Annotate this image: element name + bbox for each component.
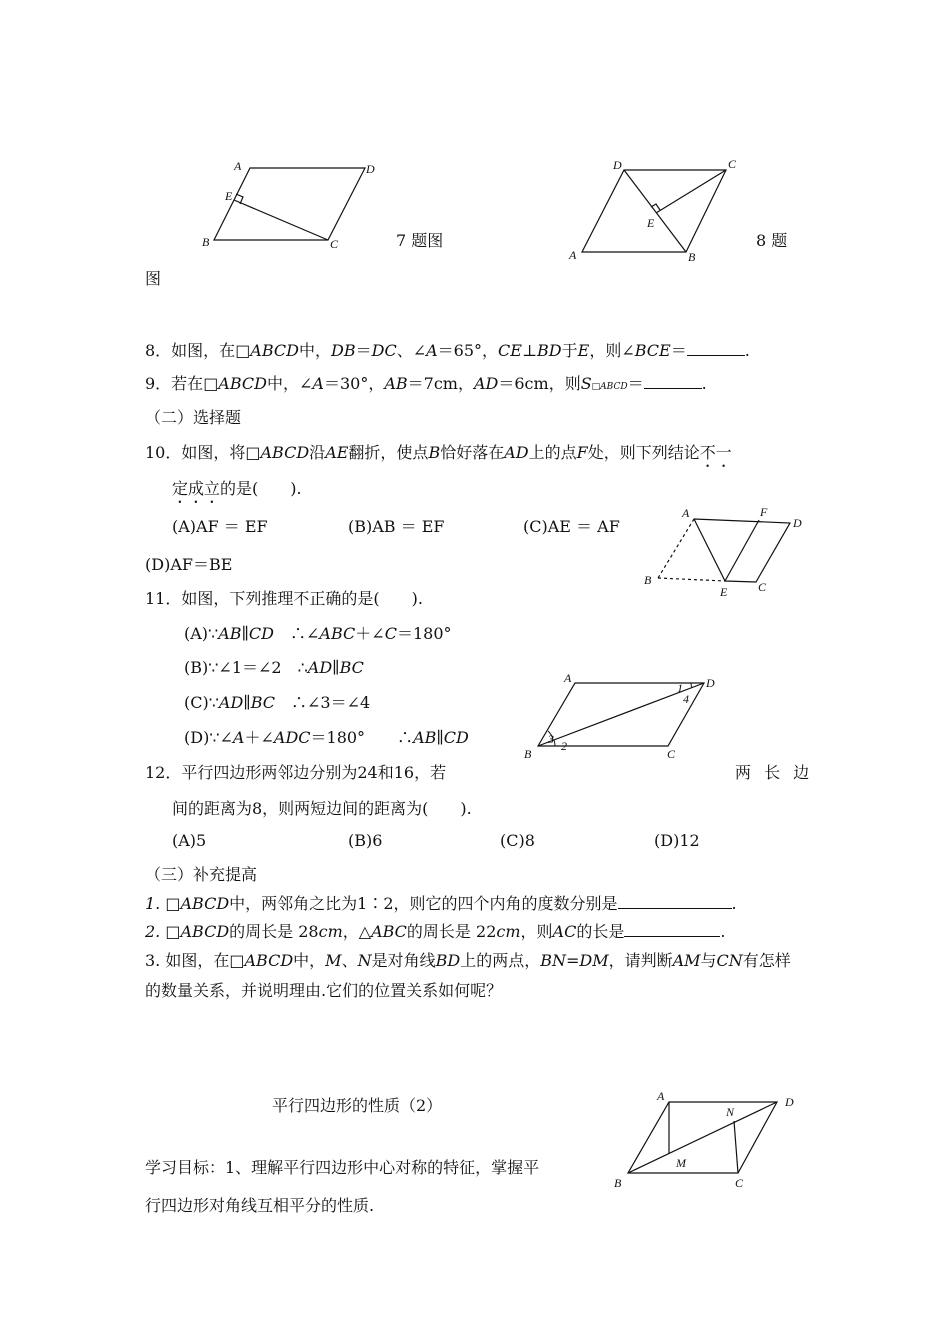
fig10-label: B	[644, 573, 652, 587]
figmn-label: B	[614, 1176, 622, 1190]
fig11-label: C	[667, 747, 676, 761]
figmn-label: D	[785, 1095, 794, 1109]
q11-option-d[interactable]: (D)∵∠A＋∠ADC＝180° ∴AB∥CD	[184, 728, 469, 747]
fig7-label: B	[202, 235, 210, 249]
q10-option-b[interactable]: (B)AB ＝ EF	[348, 517, 445, 536]
fig10-label: E	[720, 585, 728, 599]
fig7-label: C	[330, 237, 339, 251]
fig7-label: D	[366, 162, 375, 176]
supplement-1: 1. □ABCD中，两邻角之比为1∶2，则它的四个内角的度数分别是 .	[145, 894, 737, 913]
figmn-diagonal-bd	[628, 1102, 777, 1173]
section-2-title: （二）选择题	[145, 408, 242, 427]
fig8-label: A	[569, 248, 577, 262]
fig10-label: D	[793, 516, 802, 530]
fig11-label: 2	[561, 739, 567, 753]
answer-blank[interactable]	[644, 374, 702, 389]
learning-goal-line1: 学习目标：1、理解平行四边形中心对称的特征，掌握平	[145, 1158, 540, 1177]
fig10-segment-fe	[725, 520, 759, 581]
section-3-title: （三）补充提高	[145, 865, 258, 884]
answer-blank[interactable]	[687, 341, 745, 356]
q11-option-b[interactable]: (B)∵∠1＝∠2 ∴AD∥BC	[184, 658, 364, 677]
fig10-label: A	[682, 506, 690, 520]
fig10-dashed-be	[658, 578, 725, 581]
question-12-line1: 12．平行四边形两邻边分别为24和16，若	[145, 763, 447, 782]
figure-7	[200, 160, 380, 255]
fig7-parallelogram	[214, 168, 365, 240]
answer-blank[interactable]	[624, 922, 720, 937]
fig11-label: D	[706, 676, 715, 690]
question-8: 8．如图，在□ABCD中，DB＝DC、∠A＝65°，CE⊥BD于E，则∠BCE＝ .	[145, 341, 750, 360]
supplement-3-line1: 3. 如图，在□ABCD中，M、N是对角线BD上的两点，BN=DM，请判断AM与CN有怎样	[145, 951, 791, 970]
caption-wrap: 图	[145, 269, 162, 288]
q12-option-c[interactable]: (C)8	[500, 831, 535, 850]
figure-8	[565, 155, 750, 270]
figure-mn	[610, 1085, 810, 1190]
figmn-label: C	[735, 1176, 744, 1190]
figure-11	[515, 670, 725, 765]
figmn-label: A	[657, 1089, 665, 1103]
fig11-label: 1	[677, 681, 683, 695]
question-11-stem: 11．如图，下列推理不正确的是( ).	[145, 589, 423, 608]
fig8-label: C	[728, 157, 737, 171]
fig10-dashed-ab	[658, 519, 694, 578]
fig8-parallelogram	[582, 170, 726, 252]
fig7-segment-ce	[234, 200, 328, 240]
q10-option-c[interactable]: (C)AE ＝ AF	[523, 517, 620, 536]
q12-option-b[interactable]: (B)6	[348, 831, 383, 850]
supplement-2: 2. □ABCD的周长是 28cm，△ABC的周长是 22cm，则AC的长是 .	[145, 922, 726, 941]
learning-goal-line2: 行四边形对角线互相平分的性质.	[145, 1196, 375, 1215]
figmn-label: N	[726, 1105, 735, 1119]
fig8-label: E	[647, 216, 655, 230]
q11-option-a[interactable]: (A)∵AB∥CD ∴∠ABC＋∠C＝180°	[184, 624, 452, 643]
supplement-3-line2: 的数量关系，并说明理由.它们的位置关系如何呢？	[145, 981, 503, 1000]
fig8-label: B	[688, 250, 696, 264]
fig8-diagonal-bd	[624, 170, 686, 252]
answer-blank[interactable]	[618, 894, 732, 909]
figure-10	[640, 505, 815, 600]
q10-option-d[interactable]: (D)AF＝BE	[145, 555, 233, 574]
fig7-label: A	[234, 159, 242, 173]
q11-option-c[interactable]: (C)∵AD∥BC ∴∠3＝∠4	[184, 693, 371, 712]
question-9: 9．若在□ABCD中，∠A＝30°，AB＝7cm，AD＝6cm，则S□ABCD＝ .	[145, 374, 707, 393]
question-12-line1-tail: 两 长 边	[735, 763, 814, 782]
question-10-line1: 10．如图，将□ABCD沿AE翻折，使点B恰好落在AD上的点F处，则下列结论不一	[145, 443, 732, 462]
section-title-properties-2: 平行四边形的性质（2）	[272, 1096, 443, 1115]
fig11-label: A	[564, 671, 572, 685]
fig7-caption: 7 题图	[396, 231, 444, 250]
fig8-label: D	[613, 158, 622, 172]
figmn-segment-cn	[734, 1121, 738, 1173]
q12-option-d[interactable]: (D)12	[654, 831, 700, 850]
fig11-angle-arc	[554, 740, 555, 746]
fig11-label: B	[524, 747, 532, 761]
question-10-line2: 定成立的是( ).	[172, 479, 302, 498]
fig10-label: C	[758, 580, 767, 594]
fig11-label: 3	[548, 732, 554, 746]
fig8-caption: 8 题	[756, 231, 788, 250]
q10-option-a[interactable]: (A)AF ＝ EF	[172, 517, 268, 536]
figmn-label: M	[676, 1156, 686, 1170]
fig10-label: F	[760, 505, 768, 519]
fig11-label: 4	[683, 692, 689, 706]
question-12-line2: 间的距离为8，则两短边间的距离为( ).	[172, 799, 472, 818]
q12-option-a[interactable]: (A)5	[172, 831, 207, 850]
fig7-label: E	[225, 189, 233, 203]
